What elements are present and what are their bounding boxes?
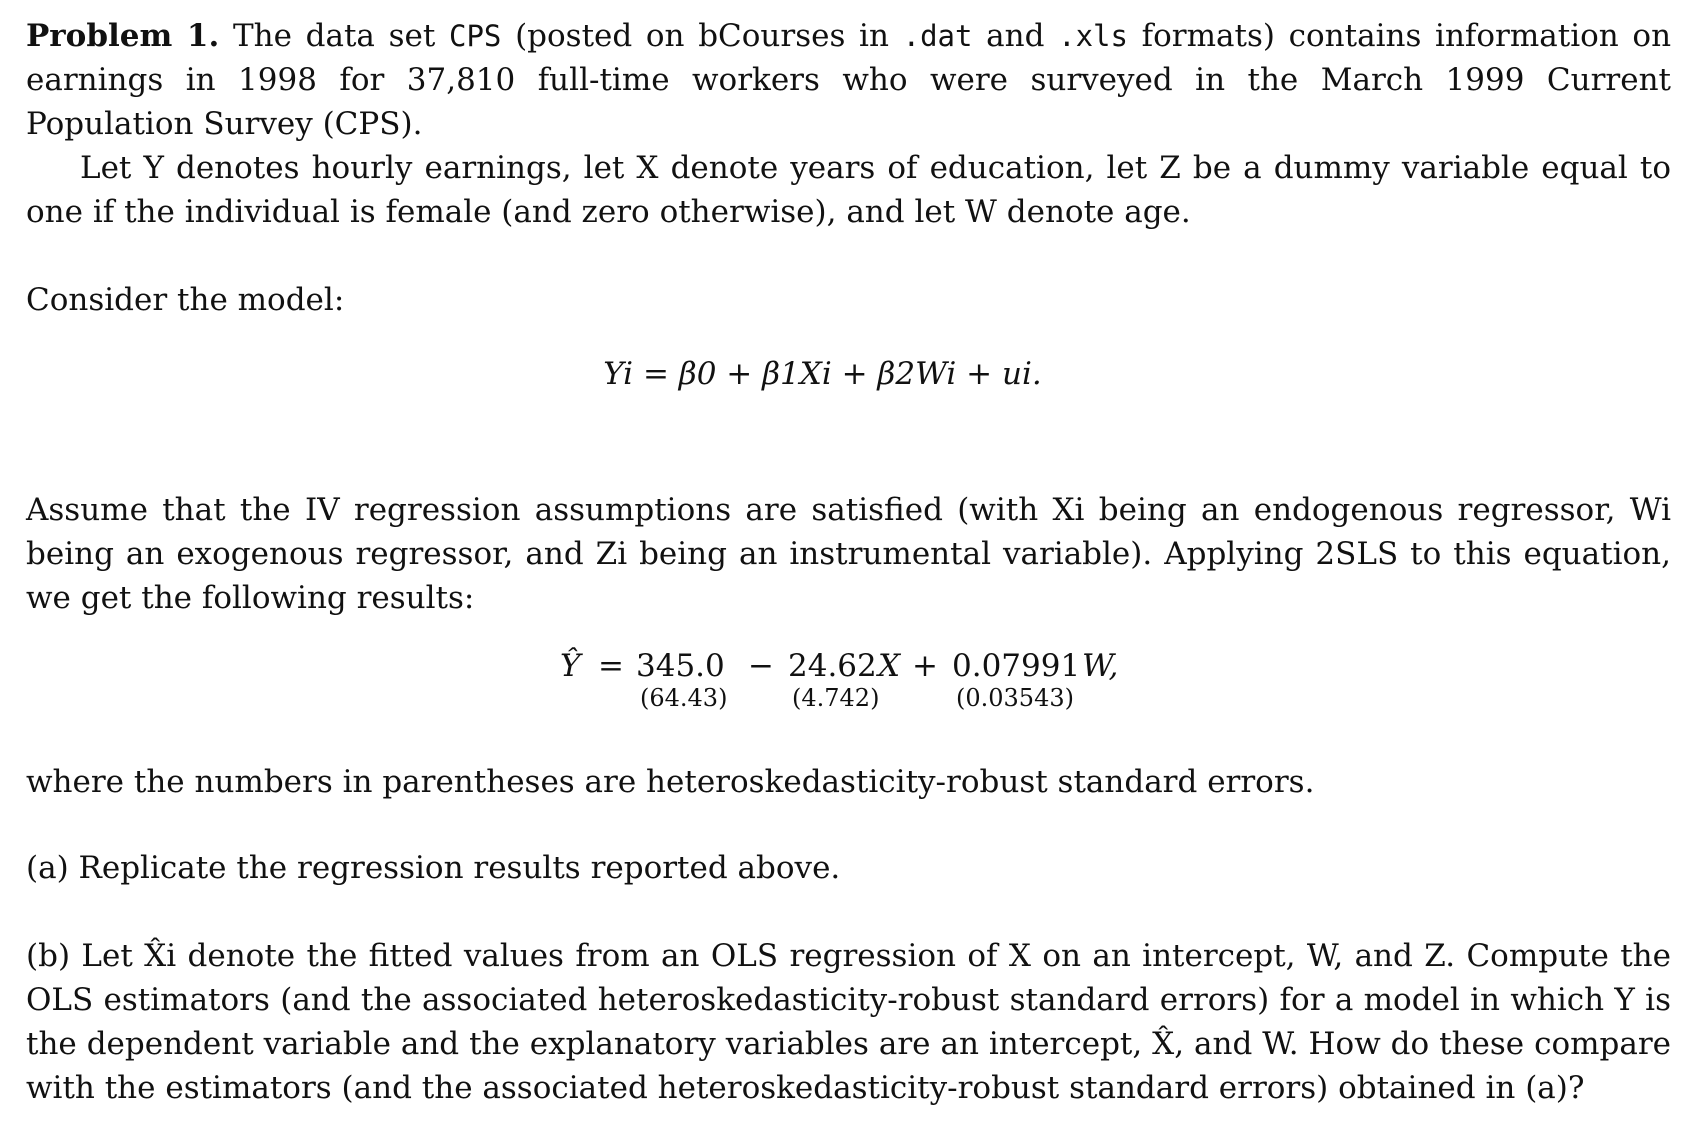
results-lhs: Ŷ (560, 648, 581, 684)
definitions-paragraph: Let Y denotes hourly earnings, let X denote years of education, let Z be a dummy variable equal to one if the individual is female (and zero otherwise), and let W denote age. (26, 150, 1671, 230)
note-text: where the numbers in parentheses are heteroskedasticity-robust standard errors. (26, 764, 1315, 800)
dataset-name: CPS (448, 19, 502, 53)
part-a-text: (a) Replicate the regression results reported above. (26, 850, 841, 886)
intro-text-c: formats) contains information on earnings in 1998 for 37,810 full-time workers who were surveyed in the March 1999 Current Population Survey (CPS). (26, 18, 1672, 142)
part-b (26, 934, 1671, 1110)
format-dat: .dat (902, 19, 973, 53)
results-op-minus: − (748, 648, 774, 684)
results-coef-w: 0.07991 (952, 648, 1081, 684)
results-op-plus: + (912, 648, 938, 684)
consider-line: Consider the model: (26, 282, 345, 318)
assumption-text: Assume that the IV regression assumptions are satisfied (with Xi being an endogenous regressor, Wi being an exogenous regressor, and Zi being an instrumental variable). Applying 2SLS to this equation, we get the following results: (26, 492, 1671, 616)
intro-text-a: The data set (232, 18, 436, 54)
se-intercept: (64.43) (640, 684, 728, 712)
results-var-x: X (878, 648, 901, 684)
se-x: (4.742) (792, 684, 880, 712)
intro-text-b: (posted on bCourses in (515, 18, 889, 54)
results-equals: = (598, 648, 624, 684)
problem-intro (26, 14, 1671, 322)
regression-results (560, 644, 1180, 724)
intro-text-and: and (986, 18, 1045, 54)
format-xls: .xls (1058, 19, 1128, 53)
model-equation: Yi = β0 + β1Xi + β2Wi + ui. (603, 356, 1042, 392)
results-intercept: 345.0 (636, 648, 725, 684)
intro-paragraph (26, 14, 1671, 146)
results-var-w: W, (1082, 648, 1119, 684)
note-paragraph (26, 760, 1671, 804)
assumption-paragraph (26, 488, 1671, 620)
problem-heading: Problem 1. (26, 18, 220, 54)
se-w: (0.03543) (956, 684, 1074, 712)
part-a (26, 846, 1671, 890)
results-coef-x: 24.62 (788, 648, 877, 684)
part-b-text: (b) Let X̂i denote the fitted values from an OLS regression of X on an intercept, W, and Z. Compute the OLS estimators (and the associated heteroskedasticity-robust standard errors) for a model in which Y is the dependent variable and the explanatory variables are an intercept, X̂, and W. How do these compare with the estimators (and the associated heteroskedasticity-robust standard errors) obtained in (a)? (26, 938, 1671, 1106)
